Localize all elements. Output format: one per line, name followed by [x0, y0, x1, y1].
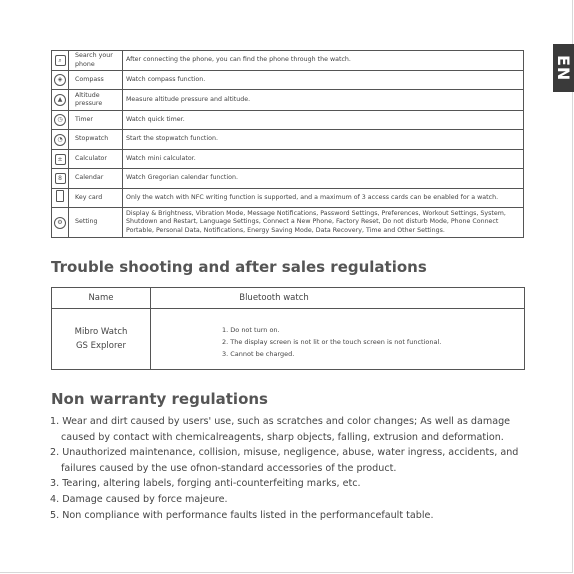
list-item: 4. Damage caused by force majeure.	[50, 493, 228, 505]
list-item: 2. The display screen is not lit or the touch screen is not functional.	[222, 338, 442, 346]
table-row	[52, 189, 524, 208]
table-row	[52, 150, 524, 169]
table-row	[52, 51, 524, 71]
function-name: Calendar	[69, 169, 123, 189]
table-row	[52, 90, 524, 111]
function-name: Compass	[69, 71, 123, 90]
function-desc: Start the stopwatch function.	[123, 130, 524, 150]
issue-list	[222, 324, 441, 360]
function-desc: Watch mini calculator.	[123, 150, 524, 169]
function-desc: After connecting the phone, you can find the phone through the watch.	[123, 51, 524, 71]
stopwatch-icon: ◔	[54, 134, 66, 146]
list-item: 2. Unauthorized maintenance, collision, misuse, negligence, abuse, water ingress, accidents, and failures caused by the use ofnon-standard accessories of the product.	[50, 447, 519, 474]
function-desc: Measure altitude pressure and altitude.	[123, 90, 524, 111]
language-tab: EN	[553, 44, 574, 92]
list-item: 1. Wear and dirt caused by users' use, such as scratches and color changes; As well as damage caused by contact with chemicalreagents, sharp objects, falling, extrusion and deformation.	[50, 416, 511, 443]
function-name: Timer	[69, 111, 123, 130]
altitude-icon: ▲	[54, 94, 66, 106]
function-desc: Only the watch with NFC writing function is supported, and a maximum of 3 access cards can be enabled for a watch.	[123, 189, 524, 208]
model-line: Mibro Watch	[74, 327, 128, 337]
function-name: Search your phone	[69, 51, 123, 71]
header-name: Name	[88, 293, 114, 303]
setting-icon: ⚙	[54, 217, 66, 229]
function-desc: Watch quick timer.	[123, 111, 524, 130]
list-item: 3. Cannot be charged.	[222, 350, 295, 358]
model-line: GS Explorer	[75, 341, 127, 351]
function-desc: Watch Gregorian calendar function.	[123, 169, 524, 189]
function-name: Calculator	[69, 150, 123, 169]
function-table	[51, 50, 524, 238]
function-desc: Watch compass function.	[123, 71, 524, 90]
function-name: Setting	[69, 208, 123, 238]
table-row	[52, 208, 524, 238]
timer-icon: ◷	[54, 114, 66, 126]
calculator-icon: ±	[55, 154, 66, 165]
troubleshooting-table	[51, 287, 525, 370]
compass-icon: ◈	[54, 74, 66, 86]
non-warranty-heading: Non warranty regulations	[51, 390, 268, 408]
calendar-icon: 8	[55, 173, 66, 184]
list-item: 1. Do not turn on.	[222, 326, 280, 334]
function-desc: Display & Brightness, Vibration Mode, Message Notifications, Password Settings, Preferences, Workout Settings, System, Shutdown and Restart, Language Settings, Connect a New Phone, Factory Reset, Do not disturb Mode, Phone Connect Portable, Personal Data, Notifications, Energy Saving Mode, Data Recovery, Time and Other Settings.	[123, 208, 524, 238]
table-row	[52, 169, 524, 189]
non-warranty-list	[50, 414, 530, 523]
list-item: 3. Tearing, altering labels, forging anti-counterfeiting marks, etc.	[50, 478, 361, 490]
troubleshooting-heading: Trouble shooting and after sales regulations	[51, 258, 427, 276]
function-name: Key card	[69, 189, 123, 208]
model-name	[52, 325, 150, 353]
function-name: Altitude pressure	[69, 90, 123, 111]
list-item: 5. Non compliance with performance faults listed in the performancefault table.	[50, 509, 434, 521]
header-bluetooth-watch: Bluetooth watch	[239, 293, 309, 303]
table-row	[52, 130, 524, 150]
table-row	[52, 111, 524, 130]
key-card-icon	[56, 190, 64, 202]
function-name: Stopwatch	[69, 130, 123, 150]
table-row	[52, 71, 524, 90]
search-phone-icon: ⌕	[55, 55, 66, 66]
